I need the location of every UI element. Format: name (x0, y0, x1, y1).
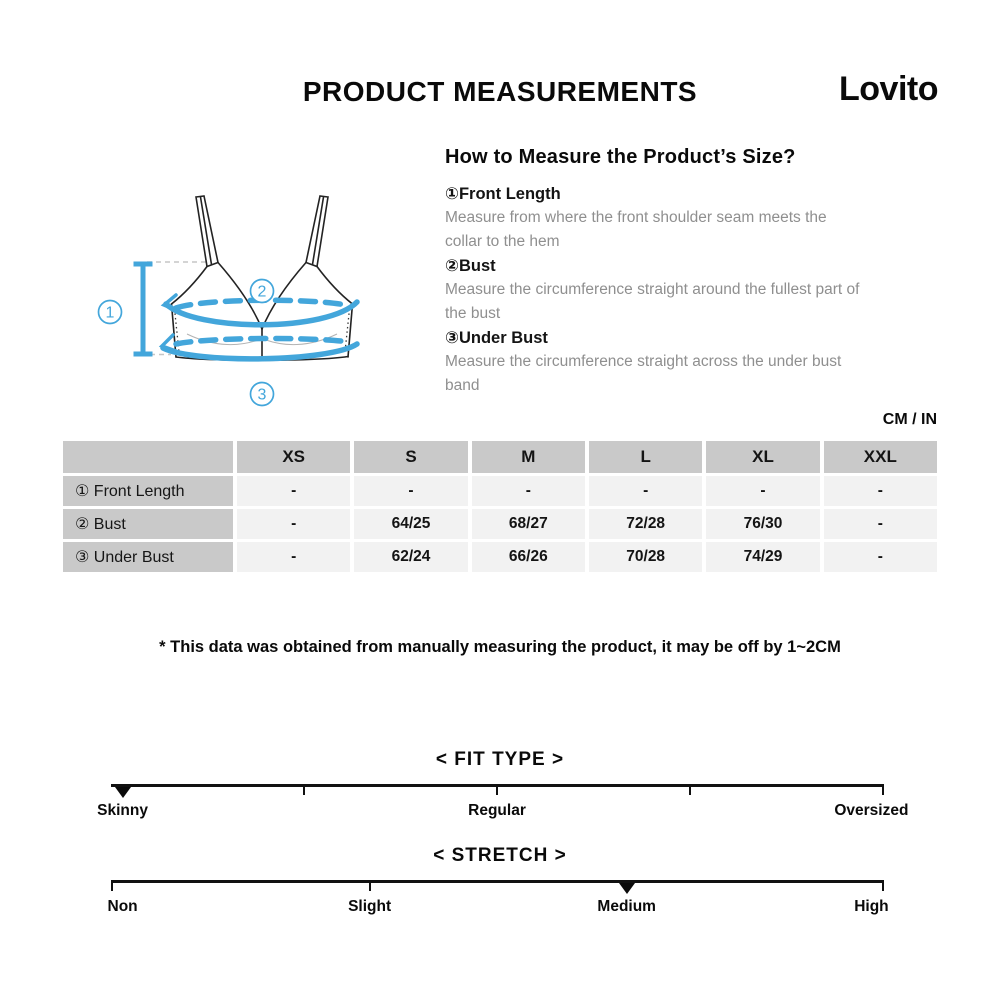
value-front-length-xl: - (706, 476, 819, 506)
size-table-corner-cell (63, 441, 233, 473)
value-under-bust-m: 66/26 (472, 542, 585, 572)
diagram-number-3 (251, 383, 274, 406)
diagram-number-2 (251, 280, 274, 303)
underbust-measure-line (162, 335, 357, 359)
page-title: PRODUCT MEASUREMENTS (302, 76, 698, 107)
svg-text:1: 1 (105, 304, 115, 322)
guide-item-desc-bust: Measure the circumference straight around the fullest part of the bust (445, 281, 860, 322)
value-under-bust-xs: - (237, 542, 350, 572)
value-bust-s: 64/25 (354, 509, 467, 539)
brand-logo: Lovito (839, 70, 938, 108)
fit-type-tick-100 (882, 784, 884, 795)
value-front-length-m: - (472, 476, 585, 506)
stretch-label-slight: Slight (348, 898, 392, 915)
value-bust-xs: - (237, 509, 350, 539)
size-col-header-m: M (472, 441, 585, 473)
value-under-bust-xl: 74/29 (706, 542, 819, 572)
stretch-axis-line (111, 880, 883, 883)
value-bust-l: 72/28 (589, 509, 702, 539)
units-label: CM / IN (882, 411, 937, 428)
fit-type-label-oversized: Oversized (834, 802, 909, 819)
diagram-number-1 (99, 301, 122, 324)
stretch-title: < STRETCH > (433, 845, 567, 866)
size-col-header-xxl: XXL (824, 441, 937, 473)
measurement-disclaimer: * This data was obtained from manually measuring the product, it may be off by 1~2CM (159, 638, 841, 656)
fit-type-marker-skinny (115, 787, 131, 798)
stretch-marker-medium (619, 883, 635, 894)
value-front-length-xs: - (237, 476, 350, 506)
measure-guide (445, 146, 927, 398)
row-label-front-length: ① Front Length (63, 476, 233, 506)
stretch-label-medium: Medium (597, 898, 656, 915)
bra-illustration (80, 138, 440, 428)
svg-text:2: 2 (257, 283, 267, 301)
value-under-bust-s: 62/24 (354, 542, 467, 572)
fit-type-title: < FIT TYPE > (435, 749, 565, 770)
fit-type-tick-75 (689, 784, 691, 795)
guide-item-desc-under-bust: Measure the circumference straight across the under bust band (445, 353, 842, 394)
size-col-header-l: L (589, 441, 702, 473)
value-front-length-s: - (354, 476, 467, 506)
size-table (63, 441, 937, 572)
fit-type-label-skinny: Skinny (97, 802, 148, 819)
stretch-scale (107, 880, 889, 920)
guide-item-label-bust: ②Bust (445, 257, 496, 275)
value-front-length-xxl: - (824, 476, 937, 506)
fit-type-label-regular: Regular (468, 802, 526, 819)
size-col-header-xs: XS (237, 441, 350, 473)
value-bust-xl: 76/30 (706, 509, 819, 539)
fit-type-tick-50 (496, 784, 498, 795)
front-length-measure-line (134, 264, 153, 354)
stretch-tick-0 (111, 880, 113, 891)
value-under-bust-xxl: - (824, 542, 937, 572)
value-bust-m: 68/27 (472, 509, 585, 539)
stretch-label-non: Non (107, 898, 138, 915)
row-label-under-bust: ③ Under Bust (63, 542, 233, 572)
value-front-length-l: - (589, 476, 702, 506)
fit-type-tick-25 (303, 784, 305, 795)
stretch-label-high: High (854, 898, 889, 915)
guide-item-desc-front-length: Measure from where the front shoulder seam meets the collar to the hem (445, 209, 827, 250)
value-under-bust-l: 70/28 (589, 542, 702, 572)
value-bust-xxl: - (824, 509, 937, 539)
guide-item-label-under-bust: ③Under Bust (445, 329, 548, 347)
stretch-tick-33 (369, 880, 371, 891)
size-col-header-xl: XL (706, 441, 819, 473)
bra-outline (172, 196, 353, 360)
fit-type-scale (97, 784, 909, 824)
product-diagram (80, 138, 440, 428)
svg-text:3: 3 (257, 386, 267, 404)
row-label-bust: ② Bust (63, 509, 233, 539)
size-col-header-s: S (354, 441, 467, 473)
stretch-tick-100 (882, 880, 884, 891)
guide-heading: How to Measure the Product’s Size? (445, 146, 796, 168)
guide-item-label-front-length: ①Front Length (445, 185, 561, 203)
